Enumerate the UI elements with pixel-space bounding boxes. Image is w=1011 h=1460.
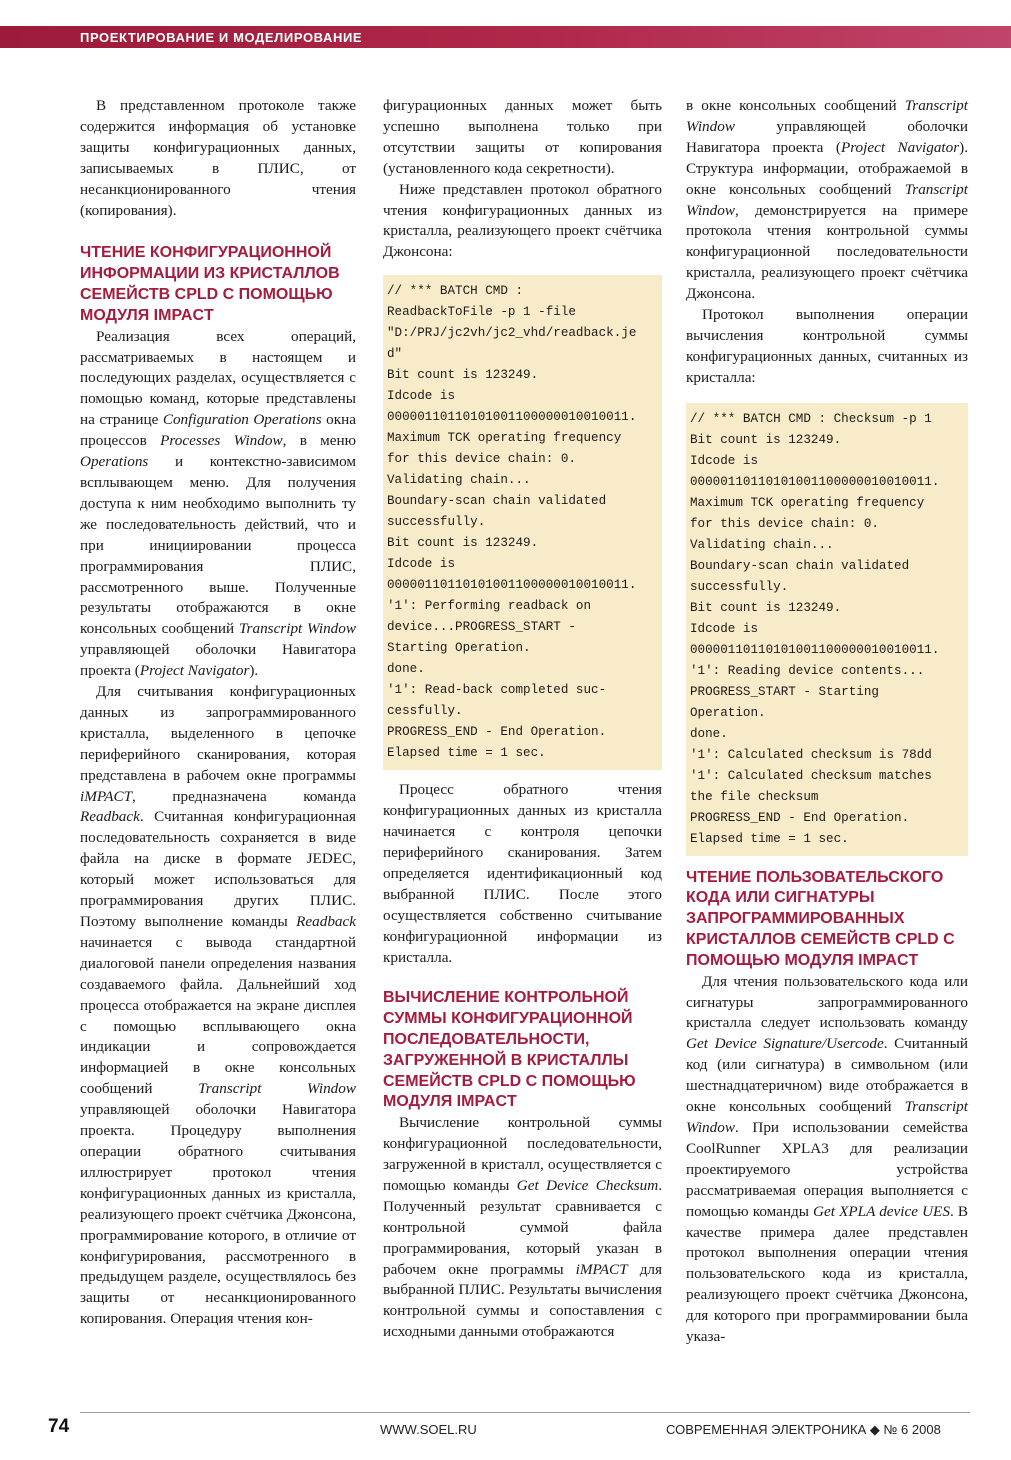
paragraph: Для считывания конфигурационных данных из запрограммированного кристалла, выделенного в цепочке периферийного сканирования, которая представлена в рабочем окне программы iMPACT, предназначена команда Readback. Считанная конфигурационная последовательность сохраняется в виде файла на диске в формате JEDEC, который может использоваться для программирования других ПЛИС. Поэтому выполнение команды Readback начинается с вывода стандартной диалоговой панели определения названия создаваемого файла. Дальнейший ход процесса отображается на экране дисплея с помощью всплывающего окна индикации и сопровождается информацией в окне консольных сообщений Transcript Window управляющей оболочки Навигатора проекта. Процедуру выполнения операции обратного считывания иллюстрирует протокол чтения конфигурационных данных из кристалла, реализующего проект счётчика Джонсона, программирование которого, в отличие от конфигурирования, рассмотренного в предыдущем разделе, осуществлялось без защиты от несанкционированного копирования. Операция чтения кон- bbox=[80, 683, 356, 1328]
section-heading: ВЫЧИСЛЕНИЕ КОНТРОЛЬНОЙ СУММЫ КОНФИГУРАЦИОННОЙ ПОСЛЕДОВАТЕЛЬНОСТИ, ЗАГРУЖЕННОЙ В КРИСТАЛЛЫ СЕМЕЙСТВ CPLD С ПОМОЩЬЮ МОДУЛЯ IMPACT bbox=[383, 989, 636, 1111]
paragraph: Процесс обратного чтения конфигурационных данных из кристалла начинается с контроля цепочки периферийного сканирования. Затем определяется идентификационный код выбранной ПЛИС. После этого осуществляется собственно считывание конфигурационной информации из кристалла. bbox=[383, 781, 662, 966]
paragraph: Для чтения пользовательского кода или сигнатуры запрограммированного кристалла следует использовать команду Get Device Signature/Usercode. Считанный код (или сигнатура) в символьном (или шестнадцатеричном) виде отображается в окне консольных сообщений Transcript Window. При использовании семейства CoolRunner XPLA3 для реализации проектируемого устройства рассматриваемая операция выполняется с помощью команды Get XPLA device UES. В качестве примера далее представлен протокол выполнения операции чтения пользовательского кода из кристалла, реализующего проект счётчика Джонсона, для которого при программировании была указа- bbox=[686, 972, 968, 1346]
section-heading: ЧТЕНИЕ КОНФИГУРАЦИОННОЙ ИНФОРМАЦИИ ИЗ КРИСТАЛЛОВ СЕМЕЙСТВ CPLD С ПОМОЩЬЮ МОДУЛЯ IMPACT bbox=[80, 244, 340, 324]
footer-url: WWW.SOEL.RU bbox=[380, 1422, 477, 1437]
footer-magazine: СОВРЕМЕННАЯ ЭЛЕКТРОНИКА ◆ № 6 2008 bbox=[666, 1422, 941, 1437]
page-number: 74 bbox=[48, 1416, 70, 1437]
column-2 bbox=[383, 96, 662, 1343]
paragraph: Вычисление контрольной суммы конфигурационной последовательности, загруженной в кристалл, осуществляется с помощью команды Get Device Checksum. Полученный результат сравнивается с контрольной суммой файла программирования, который указан в рабочем окне программы iMPACT для выбранной ПЛИС. Результаты вычисления контрольной суммы и сопоставления с исходными данными отображаются bbox=[383, 1114, 662, 1341]
paragraph: Реализация всех операций, рассматриваемых в настоящем и последующих разделах, осуществляется с помощью команд, которые представлены на странице Configuration Operations окна процессов Processes Window, в меню Operations и контекстно-зависимом всплывающем меню. Для получения доступа к ним необходимо выполнить ту же последовательность действий, что и при инициировании процесса программирования ПЛИС, рассмотренного выше. Полученные результаты отображаются в окне консольных сообщений Transcript Window управляющей оболочки Навигатора проекта (Project Navigator). bbox=[80, 327, 357, 680]
code-listing-readback: // *** BATCH CMD : ReadbackToFile -p 1 -file "D:/PRJ/jc2vh/jc2_vhd/readback.je d" Bit count is 123249. Idcode is 00000110110101001100000010010011. Maximum TCK operating frequency for this device chain: 0. Validating chain... Boundary-scan chain validated successfully. Bit count is 123249. Idcode is 00000110110101001100000010010011. '1': Performing readback on device...PROGRESS_START - Starting Operation. done. '1': Read-back completed suc- cessfully. PROGRESS_END - End Operation. Elapsed time = 1 sec. bbox=[383, 275, 662, 770]
paragraph: в окне консольных сообщений Transcript Window управляющей оболочки Навигатора проекта (Project Navigator). Структура информации, отображаемой в окне консольных сообщений Transcript Window, демонстрируется на примере протокола чтения контрольной суммы конфигурационной последовательности кристалла, реализующего проект счётчика Джонсона. bbox=[686, 97, 968, 303]
paragraph: Протокол выполнения операции вычисления контрольной суммы конфигурационных данных, считанных из кристалла: bbox=[686, 306, 968, 386]
code-listing-checksum: // *** BATCH CMD : Checksum -p 1 Bit count is 123249. Idcode is 00000110110101001100000010010011. Maximum TCK operating frequency for this device chain: 0. Validating chain... Boundary-scan chain validated successfully. Bit count is 123249. Idcode is 00000110110101001100000010010011. '1': Reading device contents... PROGRESS_START - Starting Operation. done. '1': Calculated checksum is 78dd '1': Calculated checksum matches the file checksum PROGRESS_END - End Operation. Elapsed time = 1 sec. bbox=[686, 403, 968, 856]
section-title: ПРОЕКТИРОВАНИЕ И МОДЕЛИРОВАНИЕ bbox=[80, 30, 363, 45]
paragraph: В представленном протоколе также содержится информация об установке защиты конфигурационных данных, записываемых в ПЛИС, от несанкционированного чтения (копирования). bbox=[80, 97, 356, 219]
paragraph: фигурационных данных может быть успешно выполнена только при отсутствии защиты от копирования (установленного кода секретности). bbox=[383, 97, 662, 177]
footer-divider bbox=[80, 1412, 970, 1413]
paragraph: Ниже представлен протокол обратного чтения конфигурационных данных из кристалла, реализующего проект счётчика Джонсона: bbox=[383, 180, 662, 261]
section-heading: ЧТЕНИЕ ПОЛЬЗОВАТЕЛЬСКОГО КОДА ИЛИ СИГНАТУРЫ ЗАПРОГРАММИРОВАННЫХ КРИСТАЛЛОВ СЕМЕЙСТВ CPLD С ПОМОЩЬЮ МОДУЛЯ IMPACT bbox=[686, 868, 955, 969]
column-1 bbox=[80, 96, 356, 1330]
column-3 bbox=[686, 96, 968, 1348]
section-header-band bbox=[0, 26, 1011, 48]
